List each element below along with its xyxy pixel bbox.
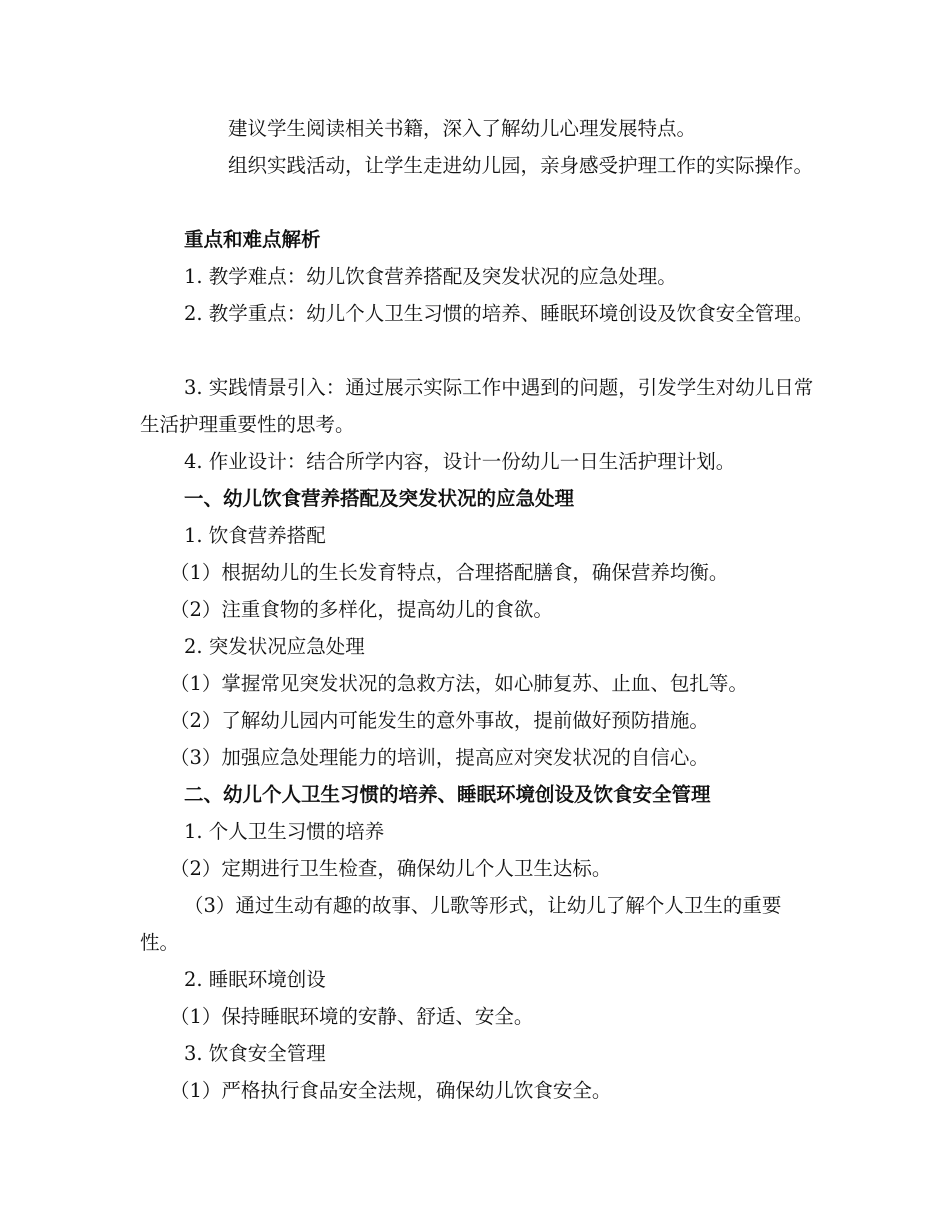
- list-item-hygiene-3: （3）通过生动有趣的故事、儿歌等形式，让幼儿了解个人卫生的重要性。: [140, 894, 782, 954]
- section-heading-2: 二、幼儿个人卫生习惯的培养、睡眠环境创设及饮食安全管理: [184, 783, 711, 806]
- section-heading-1: 一、幼儿饮食营养搭配及突发状况的应急处理: [184, 487, 575, 510]
- subheading-food-safety: 3. 饮食安全管理: [184, 1042, 326, 1065]
- subheading-hygiene: 1. 个人卫生习惯的培养: [184, 820, 385, 843]
- list-item-emergency-1: （1）掌握常见突发状况的急救方法，如心肺复苏、止血、包扎等。: [170, 672, 748, 695]
- subheading-diet-nutrition: 1. 饮食营养搭配: [184, 524, 326, 547]
- paragraph-practice-activity: 组织实践活动，让学生走进幼儿园，亲身感受护理工作的实际操作。: [228, 154, 814, 177]
- list-item-teaching-difficulty: 1. 教学难点：幼儿饮食营养搭配及突发状况的应急处理。: [184, 265, 677, 288]
- list-item-emergency-3: （3）加强应急处理能力的培训，提高应对突发状况的自信心。: [170, 746, 709, 769]
- list-item-emergency-2: （2）了解幼儿园内可能发生的意外事故，提前做好预防措施。: [170, 709, 709, 732]
- list-item-diet-2: （2）注重食物的多样化，提高幼儿的食欲。: [170, 598, 553, 621]
- list-item-teaching-focus: 2. 教学重点：幼儿个人卫生习惯的培养、睡眠环境创设及饮食安全管理。: [184, 302, 814, 325]
- list-item-hygiene-2: （2）定期进行卫生检查，确保幼儿个人卫生达标。: [170, 857, 612, 880]
- list-item-diet-1: （1）根据幼儿的生长发育特点，合理搭配膳食，确保营养均衡。: [170, 561, 729, 584]
- paragraph-reading-advice: 建议学生阅读相关书籍，深入了解幼儿心理发展特点。: [228, 117, 697, 140]
- list-item-scenario-intro: 3. 实践情景引入：通过展示实际工作中遇到的问题，引发学生对幼儿日常生活护理重要性的思考。: [140, 376, 814, 436]
- subheading-emergency: 2. 突发状况应急处理: [184, 635, 365, 658]
- subheading-sleep: 2. 睡眠环境创设: [184, 968, 326, 991]
- list-item-food-safety-1: （1）严格执行食品安全法规，确保幼儿饮食安全。: [170, 1079, 612, 1102]
- list-item-homework: 4. 作业设计：结合所学内容，设计一份幼儿一日生活护理计划。: [184, 450, 736, 473]
- heading-key-points: 重点和难点解析: [184, 228, 321, 251]
- list-item-sleep-1: （1）保持睡眠环境的安静、舒适、安全。: [170, 1005, 534, 1028]
